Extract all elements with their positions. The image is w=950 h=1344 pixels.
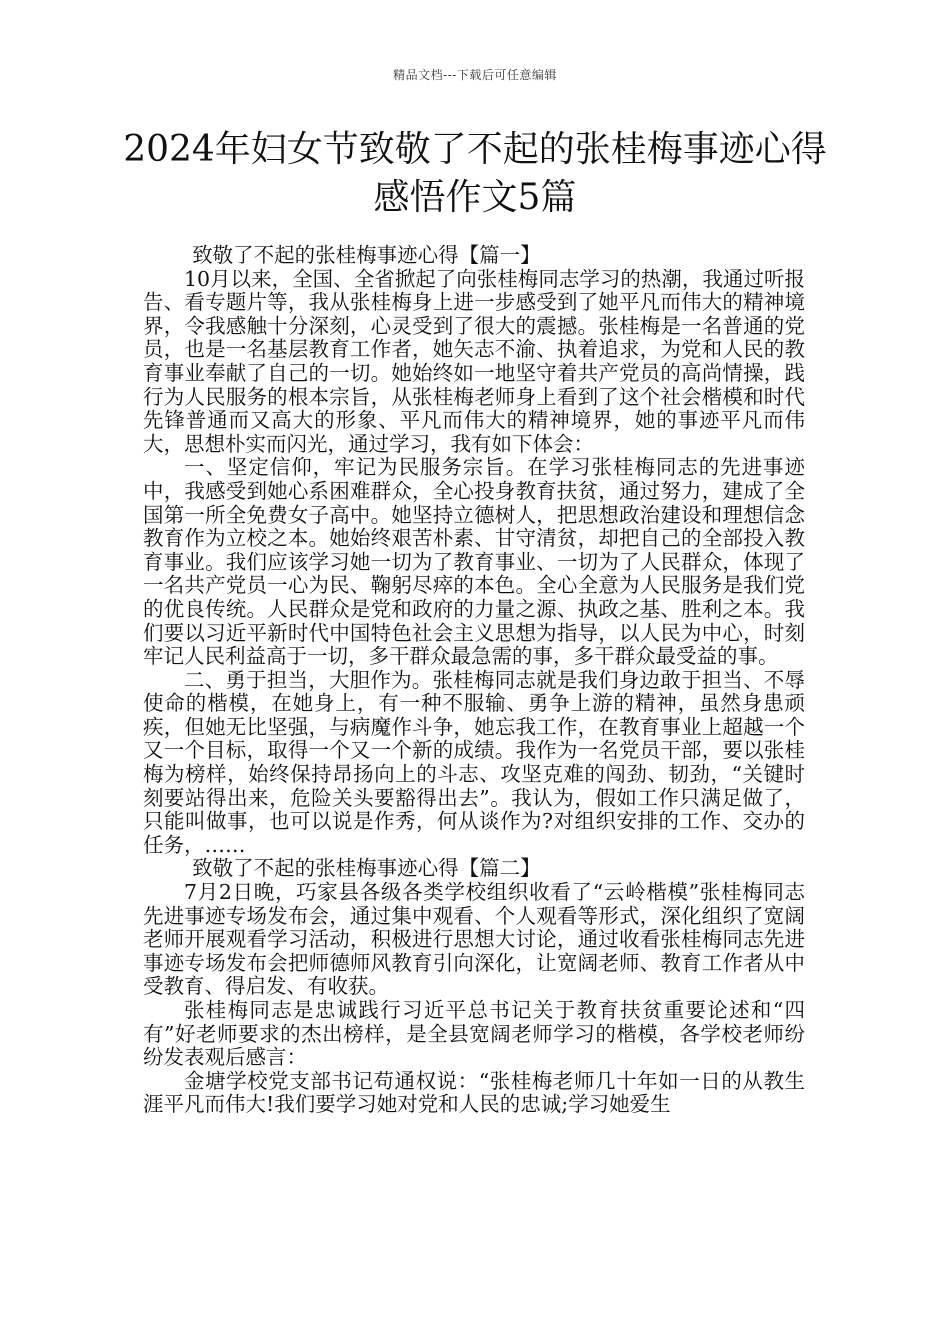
paragraph: 10月以来，全国、全省掀起了向张桂梅同志学习的热潮，我通过听报告、看专题片等，我从张桂梅身上进一步感受到了她平凡而伟大的精神境界，令我感触十分深刻，心灵受到了很大的震撼。张桂梅是一名普通的党员，也是一名基层教育工作者，她矢志不渝、执着追求，为党和人民的教育事业奉献了自己的一切。她始终如一地坚守着共产党员的高尚情操，践行为人民服务的根本宗旨，从张桂梅老师身上看到了这个社会楷模和时代先锋普通而又高大的形象、平凡而伟大的精神境界，她的事迹平凡而伟大，思想朴实而闪光，通过学习，我有如下体会： bbox=[143, 266, 805, 456]
section-heading: 致敬了不起的张桂梅事迹心得【篇二】 bbox=[192, 856, 541, 881]
paragraph: 一、坚定信仰，牢记为民服务宗旨。在学习张桂梅同志的先进事迹中，我感受到她心系困难群众，全心投身教育扶贫，通过努力，建成了全国第一所全免费女子高中。她坚持立德树人，把思想政治建设和理想信念教育作为立校之本。她始终艰苦朴素、甘守清贫，却把自己的全部投入教育事业。我们应该学习她一切为了教育事业、一切为了人民群众，体现了一名共产党员一心为民、鞠躬尽瘁的本色。全心全意为人民服务是我们党的优良传统。人民群众是党和政府的力量之源、执政之基、胜利之本。我们要以习近平新时代中国特色社会主义思想为指导，以人民为中心，时刻牢记人民利益高于一切，多干群众最急需的事，多干群众最受益的事。 bbox=[143, 455, 805, 669]
document-body bbox=[143, 244, 805, 1117]
document-title: 2024年妇女节致敬了不起的张桂梅事迹心得感悟作文5篇 bbox=[123, 129, 827, 218]
paragraph: 金塘学校党支部书记苟通权说：“张桂梅老师几十年如一日的从教生涯平凡而伟大!我们要学习她对党和人民的忠诚;学习她爱生 bbox=[143, 1068, 805, 1117]
section-heading: 致敬了不起的张桂梅事迹心得【篇一】 bbox=[192, 243, 541, 267]
header-note: 精品文档---下载后可任意编辑 bbox=[393, 68, 557, 82]
paragraph: 张桂梅同志是忠诚践行习近平总书记关于教育扶贫重要论述和“四有”好老师要求的杰出榜样，是全县宽阔老师学习的楷模，各学校老师纷纷发表观后感言： bbox=[143, 998, 805, 1070]
paragraph: 7月2日晚，巧家县各级各类学校组织收看了“云岭楷模”张桂梅同志先进事迹专场发布会，通过集中观看、个人观看等形式，深化组织了宽阔老师开展观看学习活动，积极进行思想大讨论，通过收看张桂梅同志先进事迹专场发布会把师德师风教育引向深化，让宽阔老师、教育工作者从中受教育、得启发、有收获。 bbox=[143, 880, 805, 999]
paragraph: 二、勇于担当，大胆作为。张桂梅同志就是我们身边敢于担当、不辱使命的楷模，在她身上，有一种不服输、勇争上游的精神，虽然身患顽疾，但她无比坚强，与病魔作斗争，她忘我工作，在教育事业上超越一个又一个目标，取得一个又一个新的成绩。我作为一名党员干部，要以张桂梅为榜样，始终保持昂扬向上的斗志、攻坚克难的闯劲、韧劲，“关键时刻要站得出来，危险关头要豁得出去”。我认为，假如工作只满足做了，只能叫做事，也可以说是作秀，何从谈作为?对组织安排的工作、交办的任务，…… bbox=[143, 667, 805, 857]
